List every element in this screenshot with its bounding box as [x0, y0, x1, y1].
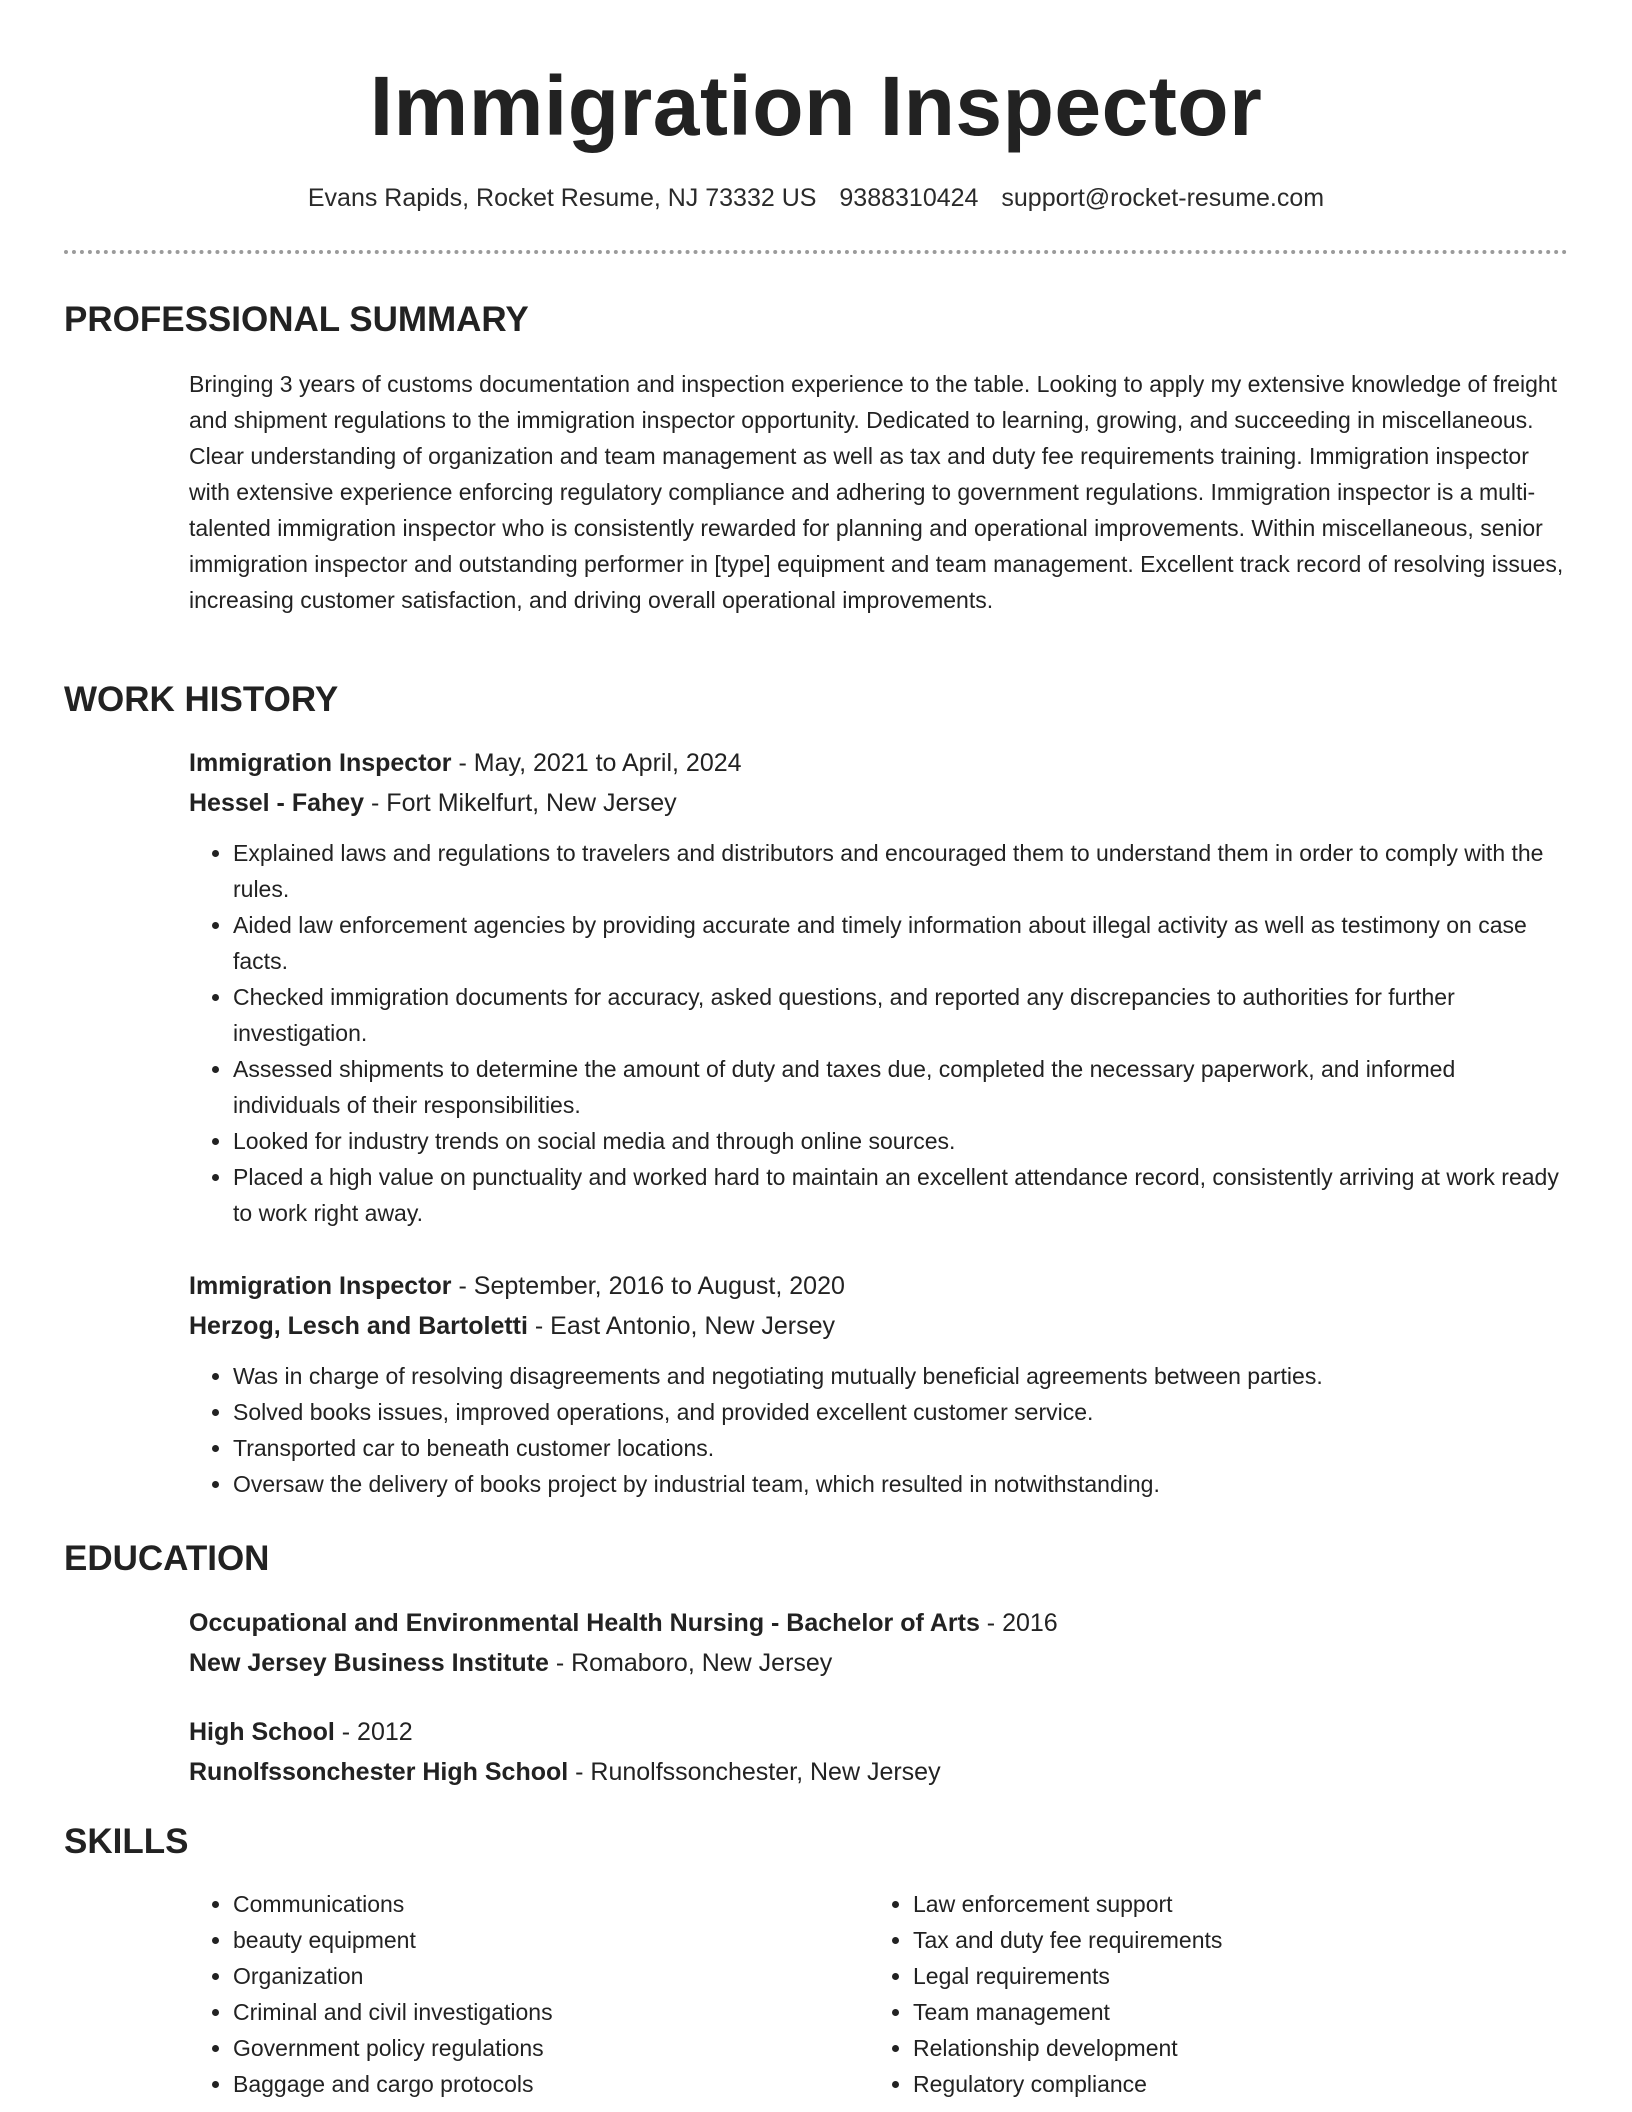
skill-item: • Government policy regulations [233, 2030, 853, 2066]
education-school-line [189, 1752, 1569, 1792]
list-item: • Explained laws and regulations to travelers and distributors and encouraged them to understand them in order to comply with the rules. [233, 835, 1569, 907]
job-company: Hessel - Fahey [189, 789, 365, 817]
section-title-work-history: WORK HISTORY [64, 680, 339, 719]
skill-item: • beauty equipment [233, 1922, 853, 1958]
list-item: • Was in charge of resolving disagreements and negotiating mutually beneficial agreements between parties. [233, 1358, 1569, 1394]
header-divider [64, 250, 1568, 254]
education-entry-1 [189, 1603, 1569, 1683]
education-year: - 2012 [334, 1718, 413, 1746]
job-entry-1 [189, 743, 1569, 1231]
education-location: - Romaboro, New Jersey [548, 1649, 833, 1677]
job-entry-2 [189, 1266, 1569, 1502]
summary-text: Bringing 3 years of customs documentation and inspection experience to the table. Looking to apply my extensive knowledge of freight and shipment regulations to the immigration inspector opportunity. Dedicated to learning, growing, and succeeding in miscellaneous. Clear understanding of organization and team management as well as tax and duty fee requirements training. Immigration inspector with extensive experience enforcing regulatory compliance and adhering to government regulations. Immigration inspector is a multi-talented immigration inspector who is consistently rewarded for planning and operational improvements. Within miscellaneous, senior immigration inspector and outstanding performer in [type] equipment and team management. Excellent track record of resolving issues, increasing customer satisfaction, and driving overall operational improvements. [189, 371, 1564, 613]
skill-item: • Regulatory compliance [913, 2066, 1533, 2102]
education-degree: Occupational and Environmental Health Nursing - Bachelor of Arts [189, 1609, 980, 1637]
job-title: Immigration Inspector [189, 1272, 452, 1300]
job-duties-list [189, 1358, 1569, 1502]
contact-address: Evans Rapids, Rocket Resume, NJ 73332 US [307, 184, 817, 212]
education-degree-line [189, 1603, 1569, 1643]
skill-item: • Baggage and cargo protocols [233, 2066, 853, 2102]
job-company-line [189, 1306, 1569, 1346]
skill-item: • Relationship development [913, 2030, 1533, 2066]
skill-item: • Communications [233, 1886, 853, 1922]
contact-email: support@rocket-resume.com [1001, 184, 1325, 212]
section-title-summary: PROFESSIONAL SUMMARY [64, 300, 529, 339]
list-item: • Oversaw the delivery of books project by industrial team, which resulted in notwithstanding. [233, 1466, 1569, 1502]
education-entry-2 [189, 1712, 1569, 1792]
job-title-line [189, 743, 1569, 783]
education-school: New Jersey Business Institute [189, 1649, 549, 1677]
list-item: • Aided law enforcement agencies by providing accurate and timely information about illegal activity as well as testimony on case facts. [233, 907, 1569, 979]
contact-line [0, 181, 1632, 215]
skill-item: • Team management [913, 1994, 1533, 2030]
skill-item: • Legal requirements [913, 1958, 1533, 1994]
education-degree-line [189, 1712, 1569, 1752]
job-title-line [189, 1266, 1569, 1306]
list-item: • Placed a high value on punctuality and worked hard to maintain an excellent attendance record, consistently arriving at work ready to work right away. [233, 1159, 1569, 1231]
list-item: • Assessed shipments to determine the amount of duty and taxes due, completed the necessary paperwork, and informed individuals of their responsibilities. [233, 1051, 1569, 1123]
skill-item: • Law enforcement support [913, 1886, 1533, 1922]
skills-list-left [189, 1886, 853, 2102]
job-dates: - September, 2016 to August, 2020 [451, 1272, 845, 1300]
skills-list-right [869, 1886, 1533, 2102]
job-company: Herzog, Lesch and Bartoletti [189, 1312, 528, 1340]
education-school-line [189, 1643, 1569, 1683]
education-degree: High School [189, 1718, 335, 1746]
job-title: Immigration Inspector [189, 749, 452, 777]
job-duties-list [189, 835, 1569, 1231]
job-location: - East Antonio, New Jersey [527, 1312, 836, 1340]
education-school: Runolfssonchester High School [189, 1758, 569, 1786]
contact-phone: 9388310424 [839, 184, 979, 212]
skill-item: • Organization [233, 1958, 853, 1994]
skill-item: • Tax and duty fee requirements [913, 1922, 1533, 1958]
skill-item: • Criminal and civil investigations [233, 1994, 853, 2030]
job-dates: - May, 2021 to April, 2024 [451, 749, 742, 777]
section-title-education: EDUCATION [64, 1539, 270, 1578]
list-item: • Transported car to beneath customer locations. [233, 1430, 1569, 1466]
list-item: • Looked for industry trends on social media and through online sources. [233, 1123, 1569, 1159]
list-item: • Solved books issues, improved operations, and provided excellent customer service. [233, 1394, 1569, 1430]
list-item: • Checked immigration documents for accuracy, asked questions, and reported any discrepancies to authorities for further investigation. [233, 979, 1569, 1051]
section-title-skills: SKILLS [64, 1822, 189, 1861]
job-company-line [189, 783, 1569, 823]
resume-name-title: Immigration Inspector [369, 59, 1263, 153]
job-location: - Fort Mikelfurt, New Jersey [364, 789, 677, 817]
education-year: - 2016 [979, 1609, 1058, 1637]
education-location: - Runolfssonchester, New Jersey [568, 1758, 941, 1786]
